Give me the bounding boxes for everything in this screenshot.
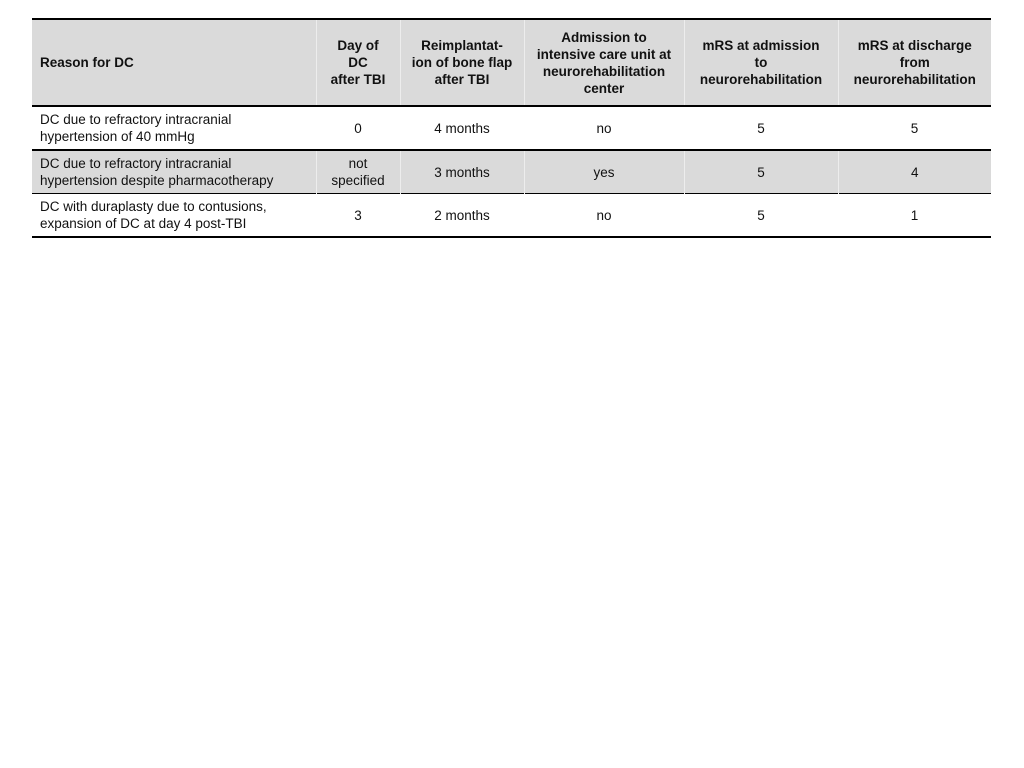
- cell-reason: DC due to refractory intracranial hypertension of 40 mmHg: [40, 112, 232, 144]
- cell-mrs-admission: 5: [757, 120, 765, 136]
- data-table: [32, 18, 991, 238]
- cell-mrs-admission: 5: [757, 207, 765, 223]
- header-mrs-admission: mRS at admission to neurorehabilitation: [684, 19, 838, 106]
- table-row: [32, 106, 991, 150]
- cell-reimplantation: 3 months: [400, 150, 524, 194]
- header-reimplantation: Reimplantat- ion of bone flap after TBI: [400, 19, 524, 106]
- table-row: [32, 194, 991, 238]
- table-body: [32, 106, 991, 237]
- cell-icu: no: [596, 207, 612, 223]
- table-header: [32, 19, 991, 106]
- header-mrs-discharge: mRS at discharge from neurorehabilitation: [838, 19, 991, 106]
- header-icu-admission: Admission to intensive care unit at neurorehabilitation center: [524, 19, 684, 106]
- header-reason: Reason for DC: [32, 19, 316, 106]
- cell-mrs-discharge: 5: [910, 120, 919, 136]
- cell-reason: DC due to refractory intracranial hypertension despite pharmacotherapy: [32, 150, 316, 194]
- cell-mrs-admission: 5: [684, 150, 838, 194]
- header-day-of-dc: Day of DC after TBI: [316, 19, 400, 106]
- cell-mrs-discharge: 4: [838, 150, 991, 194]
- cell-reason: DC with duraplasty due to contusions, expansion of DC at day 4 post-TBI: [40, 199, 267, 231]
- cell-icu: no: [596, 120, 612, 136]
- cell-icu: yes: [524, 150, 684, 194]
- header-row: [32, 19, 991, 106]
- cell-mrs-discharge: 1: [910, 207, 919, 223]
- cell-reimplantation: 4 months: [434, 120, 490, 136]
- cell-day: 0: [354, 120, 362, 136]
- cell-reimplantation: 2 months: [434, 207, 490, 223]
- table-row: [32, 150, 991, 194]
- cell-day: 3: [354, 207, 362, 223]
- cell-day: not specified: [316, 150, 400, 194]
